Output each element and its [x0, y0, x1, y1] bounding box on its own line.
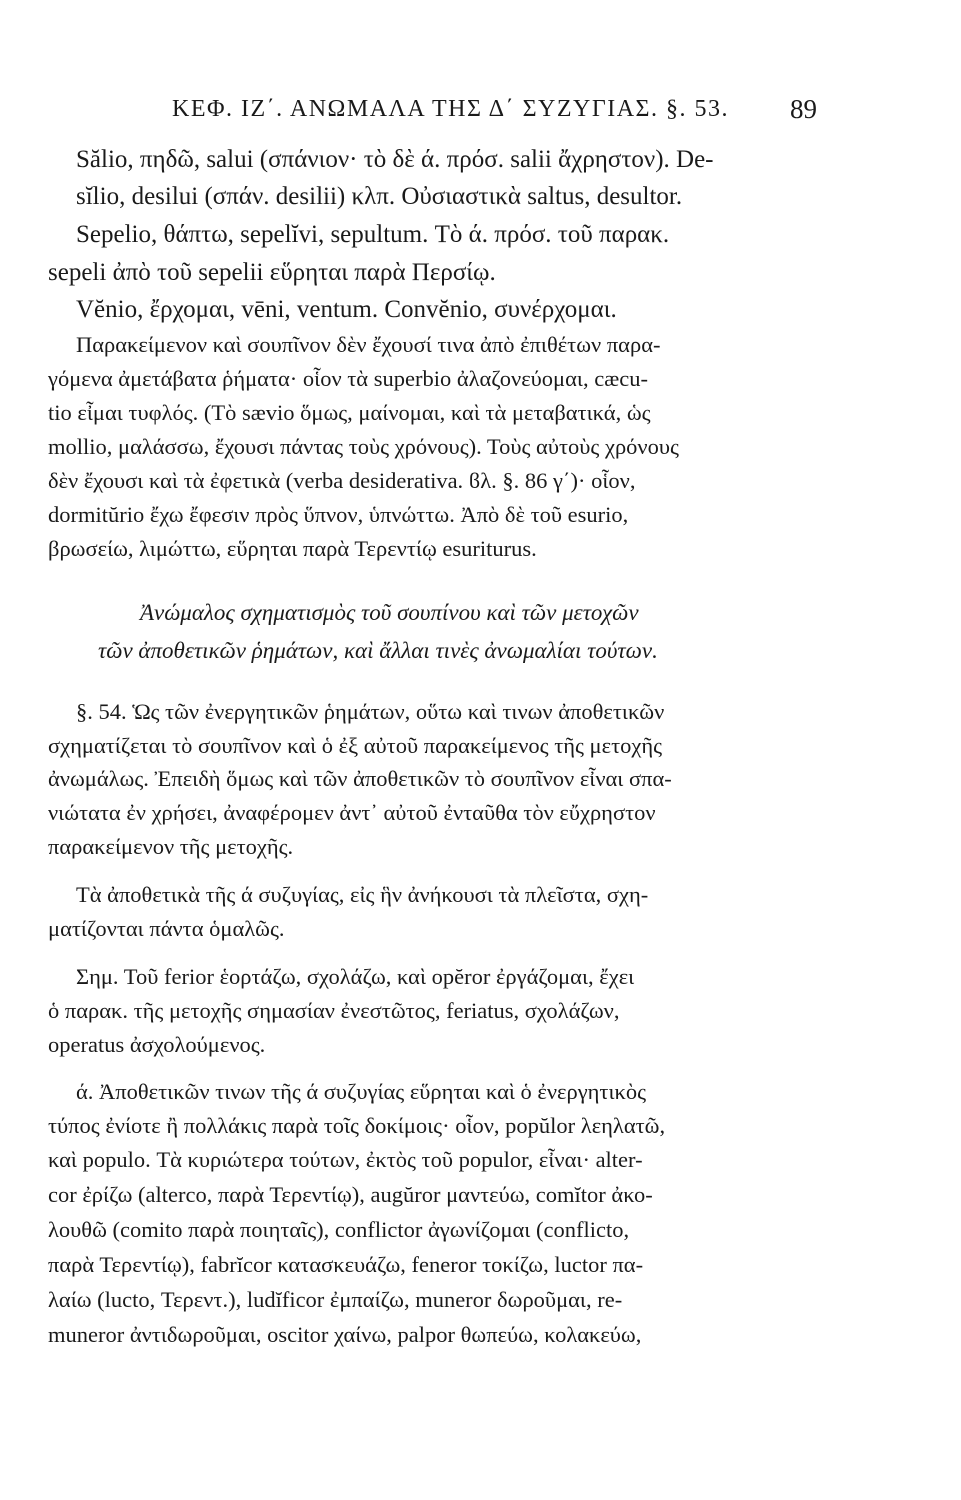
text-line: σχηματίζεται τὸ σουπῖνον καὶ ὁ ἐξ αὐτοῦ παρακείμενος τῆς μετοχῆς — [48, 733, 663, 758]
note-line: operatus ἀσχολούμενος. — [48, 1032, 266, 1057]
text-line: ματίζονται πάντα ὁμαλῶς. — [48, 916, 285, 941]
text-line: Vĕnio, ἔρχομαι, vēni, ventum. Convĕnio, συνέρχομαι. — [76, 296, 617, 323]
text-line: Sepelio, θάπτω, sepelĭvi, sepultum. Τὸ ά. πρόσ. τοῦ παρακ. — [76, 221, 670, 248]
note-line: παρὰ Τερεντίῳ), fabrĭcor κατασκευάζω, feneror τοκίζω, luctor πα- — [48, 1252, 644, 1277]
text-line: ἀνωμάλως. Ἐπειδὴ ὅμως καὶ τῶν ἀποθετικῶν τὸ σουπῖνον εἶναι σπα- — [48, 766, 672, 791]
text-line: mollio, μαλάσσω, ἔχουσι πάντας τοὺς χρόνους). Τοὺς αὐτοὺς χρόνους — [48, 434, 679, 459]
note-line: ά. Ἀποθετικῶν τινων τῆς ά συζυγίας εὕρηται καὶ ὁ ἐνεργητικὸς — [76, 1079, 647, 1104]
note-line: ὁ παρακ. τῆς μετοχῆς σημασίαν ἐνεστῶτος, feriatus, σχολάζων, — [48, 998, 620, 1023]
text-line: παρακείμενον τῆς μετοχῆς. — [48, 834, 294, 859]
note-line: καὶ populo. Τὰ κυριώτερα τούτων, ἐκτὸς τοῦ populor, εἶναι· alter- — [48, 1147, 643, 1172]
text-line: §. 54. Ὡς τῶν ἐνεργητικῶν ῥημάτων, οὕτω καὶ τινων ἀποθετικῶν — [76, 699, 665, 724]
text-line: tio εἶμαι τυφλός. (Τὸ sævio ὅμως, μαίνομαι, καὶ τὰ μεταβατικά, ὡς — [48, 400, 651, 425]
note-line: τύπος ἐνίοτε ἢ πολλάκις παρὰ τοῖς δοκίμοις· οἷον, popŭlor λεηλατῶ, — [48, 1113, 666, 1138]
section-heading: τῶν ἀποθετικῶν ῥημάτων, καὶ ἄλλαι τινὲς ἀνωμαλίαι τούτων. — [98, 638, 658, 663]
text-line: sĭlio, desilui (σπάν. desilii) κλπ. Οὐσιαστικὰ saltus, desultor. — [76, 183, 683, 210]
page-number: 89 — [790, 94, 817, 124]
text-line: νιώτατα ἐν χρήσει, ἀναφέρομεν ἀντ᾽ αὐτοῦ ἐνταῦθα τὸν εὔχρηστον — [48, 800, 656, 825]
text-line: sepeli ἀπὸ τοῦ sepelii εὕρηται παρὰ Περσίῳ. — [48, 259, 496, 286]
note-line: cor ἐρίζω (alterco, παρὰ Τερεντίῳ), augŭror μαντεύω, comĭtor ἀκο- — [48, 1182, 653, 1207]
note-line: λουθῶ (comito παρὰ ποιηταῖς), conflictor ἀγωνίζομαι (conflicto, — [48, 1217, 630, 1242]
section-heading: Ἀνώμαλος σχηματισμὸς τοῦ σουπίνου καὶ τῶν μετοχῶν — [140, 600, 639, 625]
note-line: λαίω (lucto, Τερεντ.), ludĭficor ἐμπαίζω, muneror δωροῦμαι, re- — [48, 1287, 623, 1312]
text-line: δὲν ἔχουσι καὶ τὰ ἐφετικὰ (verba desiderativa. ϐλ. §. 86 γ΄)· οἷον, — [48, 468, 636, 493]
text-line: dormitŭrio ἔχω ἔφεσιν πρὸς ὕπνον, ὑπνώττω. Ἀπὸ δὲ τοῦ esurio, — [48, 502, 629, 527]
running-title: ΚΕΦ. ΙΖ΄. ΑΝΩΜΑΛΑ ΤΗΣ Δ΄ ΣΥΖΥΓΙΑΣ. §. 53. — [172, 96, 730, 122]
text-line: Sălio, πηδῶ, salui (σπάνιον· τὸ δὲ ά. πρόσ. salii ἄχρηστον). De- — [76, 146, 714, 173]
text-line: γόμενα ἀμετάβατα ῥήματα· οἷον τὰ superbio ἀλαζονεύομαι, cæcu- — [48, 366, 648, 391]
note-line: muneror ἀντιδωροῦμαι, oscitor χαίνω, palpor θωπεύω, κολακεύω, — [48, 1322, 642, 1347]
text-line: βρωσείω, λιμώττω, εὕρηται παρὰ Τερεντίῳ esuriturus. — [48, 536, 537, 561]
text-line: Τὰ ἀποθετικὰ τῆς ά συζυγίας, εἰς ἣν ἀνήκουσι τὰ πλεῖστα, σχη- — [76, 882, 649, 907]
note-line: Σημ. Τοῦ ferior ἑορτάζω, σχολάζω, καὶ opĕror ἐργάζομαι, ἔχει — [76, 964, 635, 989]
text-line: Παρακείμενον καὶ σουπῖνον δὲν ἔχουσί τινα ἀπὸ ἐπιθέτων παρα- — [76, 332, 661, 357]
